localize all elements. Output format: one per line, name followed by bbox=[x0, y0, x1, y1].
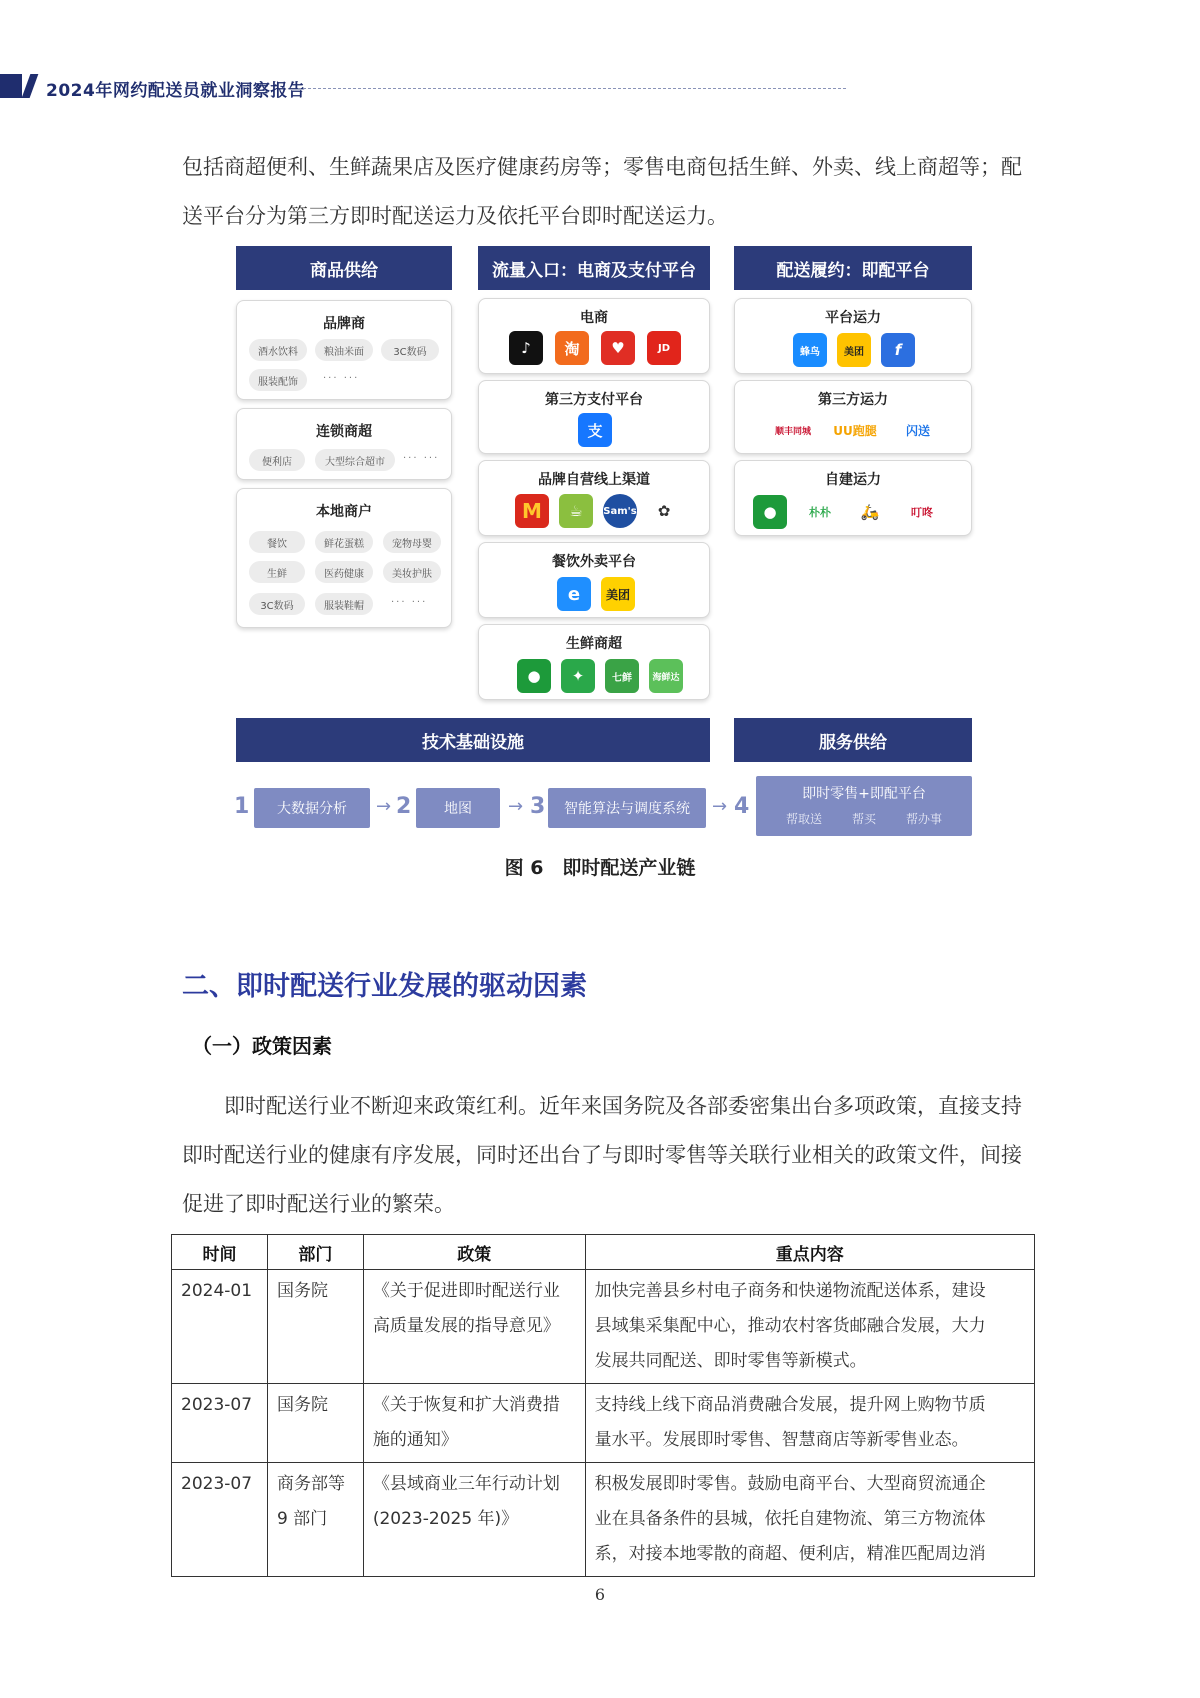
tag: 医药健康 bbox=[315, 561, 373, 583]
sams-club-logo-icon: Sam's bbox=[603, 494, 637, 528]
cell-line: 支持线上线下商品消费融合发展，提升网上购物节质 bbox=[594, 1395, 986, 1415]
cell-line: 量水平。发展即时零售、智慧商店等新零售业态。 bbox=[594, 1430, 969, 1450]
tag: 餐饮 bbox=[249, 531, 305, 553]
policy-line: 即时配送行业不断迎来政策红利。近年来国务院及各部委密集出台多项政策，直接支持 bbox=[224, 1094, 1022, 1118]
supply-header: 商品供给 bbox=[236, 246, 452, 290]
tech-infra-header: 技术基础设施 bbox=[236, 718, 710, 762]
cell-time: 2023-07 bbox=[172, 1463, 268, 1577]
taobao-logo-icon: 淘 bbox=[555, 331, 589, 365]
tag: 粮油米面 bbox=[315, 339, 373, 361]
ecommerce-card bbox=[478, 298, 710, 374]
cell-line: 发展共同配送、即时零售等新模式。 bbox=[594, 1351, 867, 1371]
brand-online-title: 品牌自营线上渠道 bbox=[538, 472, 650, 488]
step-number: 1 bbox=[234, 794, 250, 819]
alipay-logo-icon: 支 bbox=[578, 413, 612, 447]
cell-time: 2023-07 bbox=[172, 1384, 268, 1463]
tag: 生鲜 bbox=[249, 561, 305, 583]
step-number: 3 bbox=[530, 794, 546, 819]
food-delivery-card bbox=[478, 542, 710, 618]
intro-paragraph bbox=[182, 143, 1028, 241]
local-card bbox=[236, 488, 452, 628]
tag: 服装配饰 bbox=[249, 369, 307, 391]
tag: 酒水饮料 bbox=[249, 339, 307, 361]
sf-city-logo-icon: 顺丰同城 bbox=[771, 413, 815, 447]
tag: 便利店 bbox=[249, 449, 305, 471]
policy-line: 即时配送行业的健康有序发展，同时还出台了与即时零售等关联行业相关的政策文件，间接 bbox=[182, 1143, 1022, 1167]
haixianda-logo-icon: 海鲜达 bbox=[649, 659, 683, 693]
fengniao-logo-icon: 蜂鸟 bbox=[793, 333, 827, 367]
cell-line: 积极发展即时零售。鼓励电商平台、大型商贸流通企 bbox=[594, 1474, 986, 1494]
payment-card bbox=[478, 380, 710, 454]
more-dots: ··· ··· bbox=[323, 373, 360, 384]
pinduoduo-logo-icon: ♥ bbox=[601, 331, 635, 365]
step-map: 地图 bbox=[416, 788, 500, 828]
step-algorithm: 智能算法与调度系统 bbox=[548, 788, 706, 828]
jd-logo-icon: JD bbox=[647, 331, 681, 365]
cell-content bbox=[585, 1463, 1034, 1577]
cell-line: 商务部等 bbox=[276, 1474, 345, 1494]
tag: 3C数码 bbox=[249, 593, 305, 615]
table-row bbox=[172, 1270, 1035, 1384]
food-delivery-title: 餐饮外卖平台 bbox=[552, 554, 636, 570]
third-party-title: 第三方运力 bbox=[818, 392, 888, 408]
policy-paragraph bbox=[182, 1082, 1028, 1229]
more-dots: ··· ··· bbox=[403, 453, 440, 464]
cell-line: 国务院 bbox=[276, 1395, 328, 1415]
cell-line: 高质量发展的指导意见》 bbox=[372, 1316, 560, 1336]
cell-content bbox=[585, 1384, 1034, 1463]
cell-line: 施的通知》 bbox=[372, 1430, 458, 1450]
cell-dept bbox=[267, 1463, 363, 1577]
dingdong-self-logo-icon: ● bbox=[753, 495, 787, 529]
pupu-logo-icon: 朴朴 bbox=[803, 495, 837, 529]
table-row bbox=[172, 1384, 1035, 1463]
report-title: 2024年网约配送员就业洞察报告 bbox=[46, 81, 306, 101]
meituan-logo-icon: 美团 bbox=[601, 577, 635, 611]
col-header-policy: 政策 bbox=[363, 1235, 585, 1270]
col-header-time: 时间 bbox=[172, 1235, 268, 1270]
cell-time: 2024-01 bbox=[172, 1270, 268, 1384]
chain-title: 连锁商超 bbox=[316, 424, 372, 440]
fresh-card bbox=[478, 624, 710, 700]
cell-policy bbox=[363, 1463, 585, 1577]
brand-online-card bbox=[478, 460, 710, 536]
fresh-title: 生鲜商超 bbox=[566, 636, 622, 652]
brand-card bbox=[236, 300, 452, 400]
meituan-delivery-logo-icon: 美团 bbox=[837, 333, 871, 367]
shansong-logo-icon: 闪送 bbox=[893, 413, 943, 447]
arrow-icon: → bbox=[376, 796, 392, 817]
cell-line: 9 部门 bbox=[276, 1509, 328, 1529]
cell-line: 系，对接本地零散的商超、便利店，精准匹配周边消 bbox=[594, 1544, 986, 1564]
payment-title: 第三方支付平台 bbox=[545, 392, 643, 408]
header-accent-slash bbox=[22, 74, 39, 98]
col-header-dept: 部门 bbox=[267, 1235, 363, 1270]
cell-dept bbox=[267, 1270, 363, 1384]
hema-logo-icon: ✦ bbox=[561, 659, 595, 693]
tag: 3C数码 bbox=[381, 339, 439, 361]
tag: 美妆护肤 bbox=[383, 561, 441, 583]
service-item: 帮办事 bbox=[906, 812, 943, 826]
cell-line: 《关于促进即时配送行业 bbox=[372, 1281, 560, 1301]
cell-dept bbox=[267, 1384, 363, 1463]
step-number: 2 bbox=[396, 794, 412, 819]
tag: 宠物母婴 bbox=[383, 531, 441, 553]
service-platform-box bbox=[756, 776, 972, 836]
cell-line: 县域集采集配中心，推动农村客货邮融合发展，大力 bbox=[594, 1316, 986, 1336]
table-header-row bbox=[172, 1235, 1035, 1270]
tag: 鲜花蛋糕 bbox=[315, 531, 373, 553]
section-title: 二、即时配送行业发展的驱动因素 bbox=[182, 971, 587, 1002]
cell-policy bbox=[363, 1270, 585, 1384]
intro-line: 送平台分为第三方即时配送运力及依托平台即时配送运力。 bbox=[182, 204, 728, 228]
cell-content bbox=[585, 1270, 1034, 1384]
platform-capacity-title: 平台运力 bbox=[825, 310, 881, 326]
ecommerce-title: 电商 bbox=[580, 310, 608, 326]
more-dots: ··· ··· bbox=[391, 597, 428, 608]
uu-paotui-logo-icon: UU跑腿 bbox=[827, 413, 883, 447]
dingdong-logo-icon: ● bbox=[517, 659, 551, 693]
page-number: 6 bbox=[594, 1585, 606, 1604]
table-row bbox=[172, 1463, 1035, 1577]
cell-line: 国务院 bbox=[276, 1281, 328, 1301]
service-item: 帮取送 bbox=[786, 812, 823, 826]
cell-line: 《关于恢复和扩大消费措 bbox=[372, 1395, 560, 1415]
service-platform-title: 即时零售+即配平台 bbox=[802, 786, 926, 802]
heytea-logo-icon: ✿ bbox=[647, 494, 681, 528]
policy-line: 促进了即时配送行业的繁荣。 bbox=[182, 1192, 455, 1216]
arrow-icon: → bbox=[508, 796, 524, 817]
brand-title: 品牌商 bbox=[323, 316, 365, 332]
figure-caption: 图 6 即时配送产业链 bbox=[504, 857, 696, 879]
col-header-content: 重点内容 bbox=[585, 1235, 1034, 1270]
intro-line: 包括商超便利、生鲜蔬果店及医疗健康药房等；零售电商包括生鲜、外卖、线上商超等；配 bbox=[182, 155, 1022, 179]
douyin-logo-icon: ♪ bbox=[509, 331, 543, 365]
chain-card bbox=[236, 408, 452, 480]
7fresh-logo-icon: 七鲜 bbox=[605, 659, 639, 693]
header-divider bbox=[298, 88, 846, 89]
eleme-logo-icon: e bbox=[557, 577, 591, 611]
tag: 大型综合超市 bbox=[315, 449, 395, 471]
service-supply-header: 服务供给 bbox=[734, 718, 972, 762]
local-title: 本地商户 bbox=[316, 504, 372, 520]
tag: 服装鞋帽 bbox=[315, 593, 373, 615]
arrow-icon: → bbox=[712, 796, 728, 817]
step-number: 4 bbox=[734, 794, 750, 819]
nayuki-logo-icon: ☕ bbox=[559, 494, 593, 528]
policy-table bbox=[171, 1234, 1035, 1577]
self-built-title: 自建运力 bbox=[825, 472, 881, 488]
delivery-header: 配送履约：即配平台 bbox=[734, 246, 972, 290]
third-party-card bbox=[734, 380, 972, 454]
kfc-delivery-logo-icon: 叮咚 bbox=[905, 495, 939, 529]
service-item: 帮买 bbox=[852, 812, 877, 826]
step-big-data: 大数据分析 bbox=[254, 788, 370, 828]
scooter-logo-icon: 🛵 bbox=[853, 495, 887, 529]
self-built-card bbox=[734, 460, 972, 536]
cell-line: 《县域商业三年行动计划 bbox=[372, 1474, 560, 1494]
cell-line: 加快完善县乡村电子商务和快递物流配送体系，建设 bbox=[594, 1281, 986, 1301]
cell-policy bbox=[363, 1384, 585, 1463]
mcdonalds-logo-icon: M bbox=[515, 494, 549, 528]
subsection-title: （一）政策因素 bbox=[192, 1034, 332, 1058]
platform-capacity-card bbox=[734, 298, 972, 374]
traffic-header: 流量入口：电商及支付平台 bbox=[478, 246, 710, 290]
cell-line: 业在具备条件的县城，依托自建物流、第三方物流体 bbox=[594, 1509, 986, 1529]
jd-dada-logo-icon: f bbox=[881, 333, 915, 367]
header-accent-bar bbox=[0, 74, 22, 98]
cell-line: (2023-2025 年)》 bbox=[372, 1509, 519, 1529]
